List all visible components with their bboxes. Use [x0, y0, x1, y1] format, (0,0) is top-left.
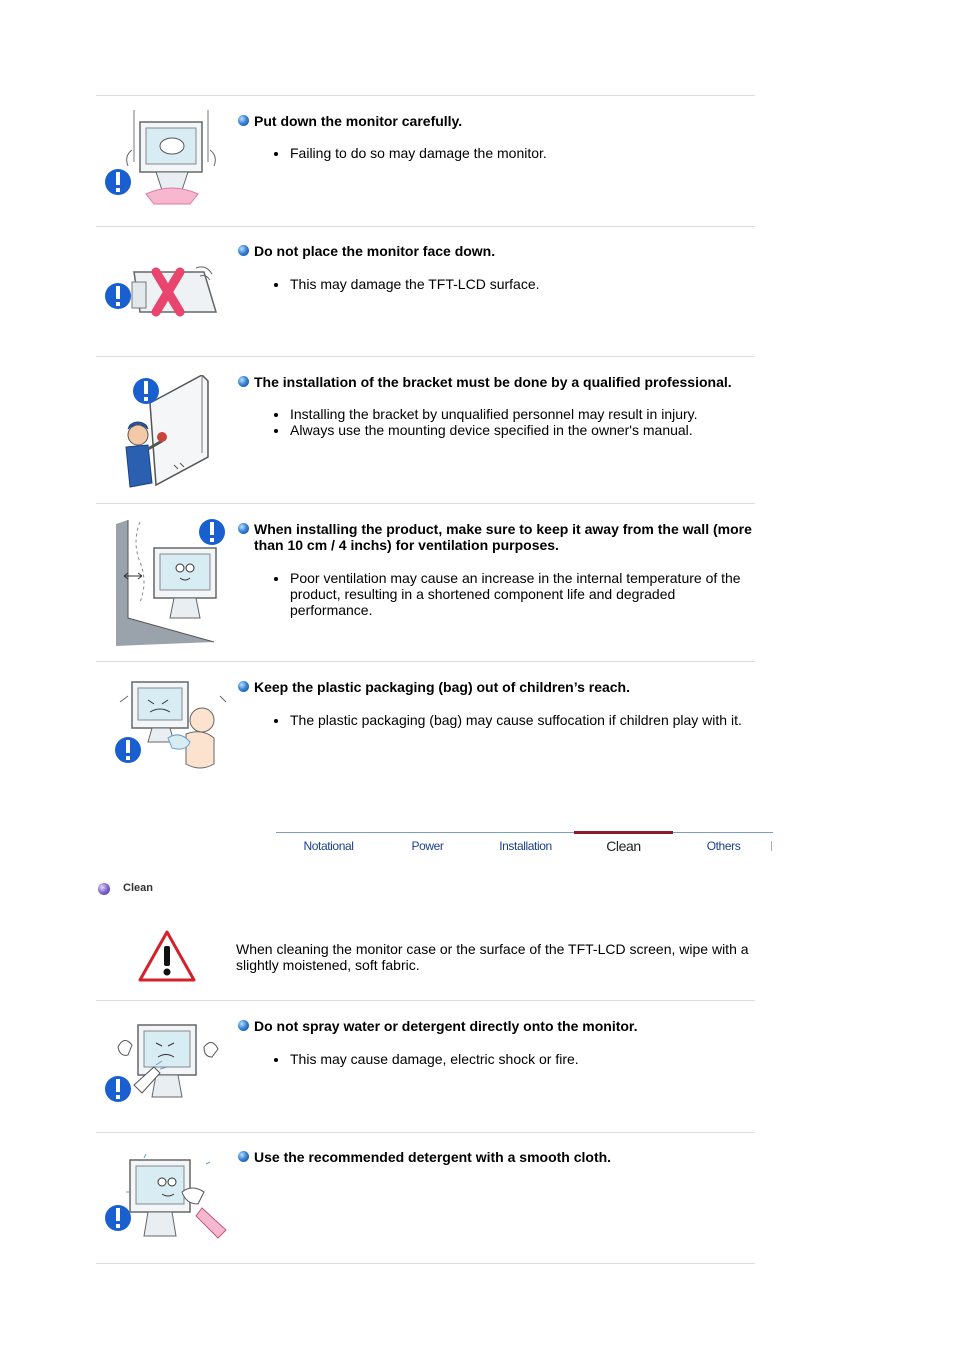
clean-intro-text: When cleaning the monitor case or the surface of the TFT-LCD screen, wipe with a slightly moistened, soft fabric.	[236, 941, 749, 973]
list-item: The plastic packaging (bag) may cause suffocation if children play with it.	[272, 712, 755, 728]
section-heading: Do not spray water or detergent directly onto the monitor.	[238, 1018, 755, 1034]
list-item: Poor ventilation may cause an increase in the internal temperature of the product, resulting in a shortened component life and degraded performance.	[272, 570, 755, 618]
bullet-orb-icon	[238, 115, 249, 126]
wall-mount-installer-icon	[104, 375, 228, 491]
bullet-orb-icon	[238, 681, 249, 692]
bullet-orb-icon	[238, 1020, 249, 1031]
bullet-list	[272, 406, 755, 438]
section-heading: Put down the monitor carefully.	[238, 113, 755, 129]
bullet-list	[272, 276, 755, 292]
list-item: Always use the mounting device specified in the owner's manual.	[272, 422, 755, 438]
section-heading: The installation of the bracket must be done by a qualified professional.	[238, 374, 755, 390]
tab-notational[interactable]: Notational	[303, 839, 354, 853]
bullet-orb-icon	[238, 245, 249, 256]
bullet-list	[272, 570, 755, 618]
tab-installation[interactable]: Installation	[499, 839, 552, 853]
monitor-falling-icon	[104, 110, 228, 210]
section-plastic-packaging	[96, 662, 755, 792]
cloth-cleaning-monitor-icon	[104, 1152, 228, 1242]
bullet-list	[272, 1051, 755, 1067]
section-recommended-detergent	[96, 1132, 755, 1264]
list-item: Installing the bracket by unqualified personnel may result in injury.	[272, 406, 755, 422]
bullet-list	[272, 712, 755, 728]
tab-others[interactable]: Others	[706, 839, 741, 853]
spray-on-monitor-icon	[104, 1017, 228, 1113]
warning-triangle-icon	[137, 929, 197, 983]
section-no-spray	[96, 1000, 755, 1133]
tab-divider	[771, 841, 772, 851]
bullet-list	[272, 145, 755, 161]
section-face-down	[96, 226, 755, 357]
child-plastic-bag-icon	[104, 676, 228, 776]
section-tabs	[276, 832, 773, 857]
monitor-face-down-icon	[104, 264, 228, 318]
list-item: This may cause damage, electric shock or fire.	[272, 1051, 755, 1067]
tab-power[interactable]: Power	[411, 839, 444, 853]
section-heading: When installing the product, make sure to keep it away from the wall (more than 10 cm / 4 inchs) for ventilation purposes.	[238, 521, 755, 553]
bullet-orb-icon	[238, 1151, 249, 1162]
section-orb-icon	[98, 883, 110, 895]
section-put-down-carefully	[96, 95, 755, 227]
list-item: Failing to do so may damage the monitor.	[272, 145, 755, 161]
bullet-orb-icon	[238, 523, 249, 534]
list-item: This may damage the TFT-LCD surface.	[272, 276, 755, 292]
tab-clean[interactable]: Clean	[574, 831, 673, 858]
section-heading: Keep the plastic packaging (bag) out of children’s reach.	[238, 679, 755, 695]
section-bracket-installation	[96, 357, 755, 504]
section-ventilation	[96, 504, 755, 662]
monitor-wall-gap-icon	[104, 518, 228, 646]
bullet-orb-icon	[238, 376, 249, 387]
section-heading: Do not place the monitor face down.	[238, 243, 755, 259]
section-heading: Use the recommended detergent with a smooth cloth.	[238, 1149, 755, 1165]
